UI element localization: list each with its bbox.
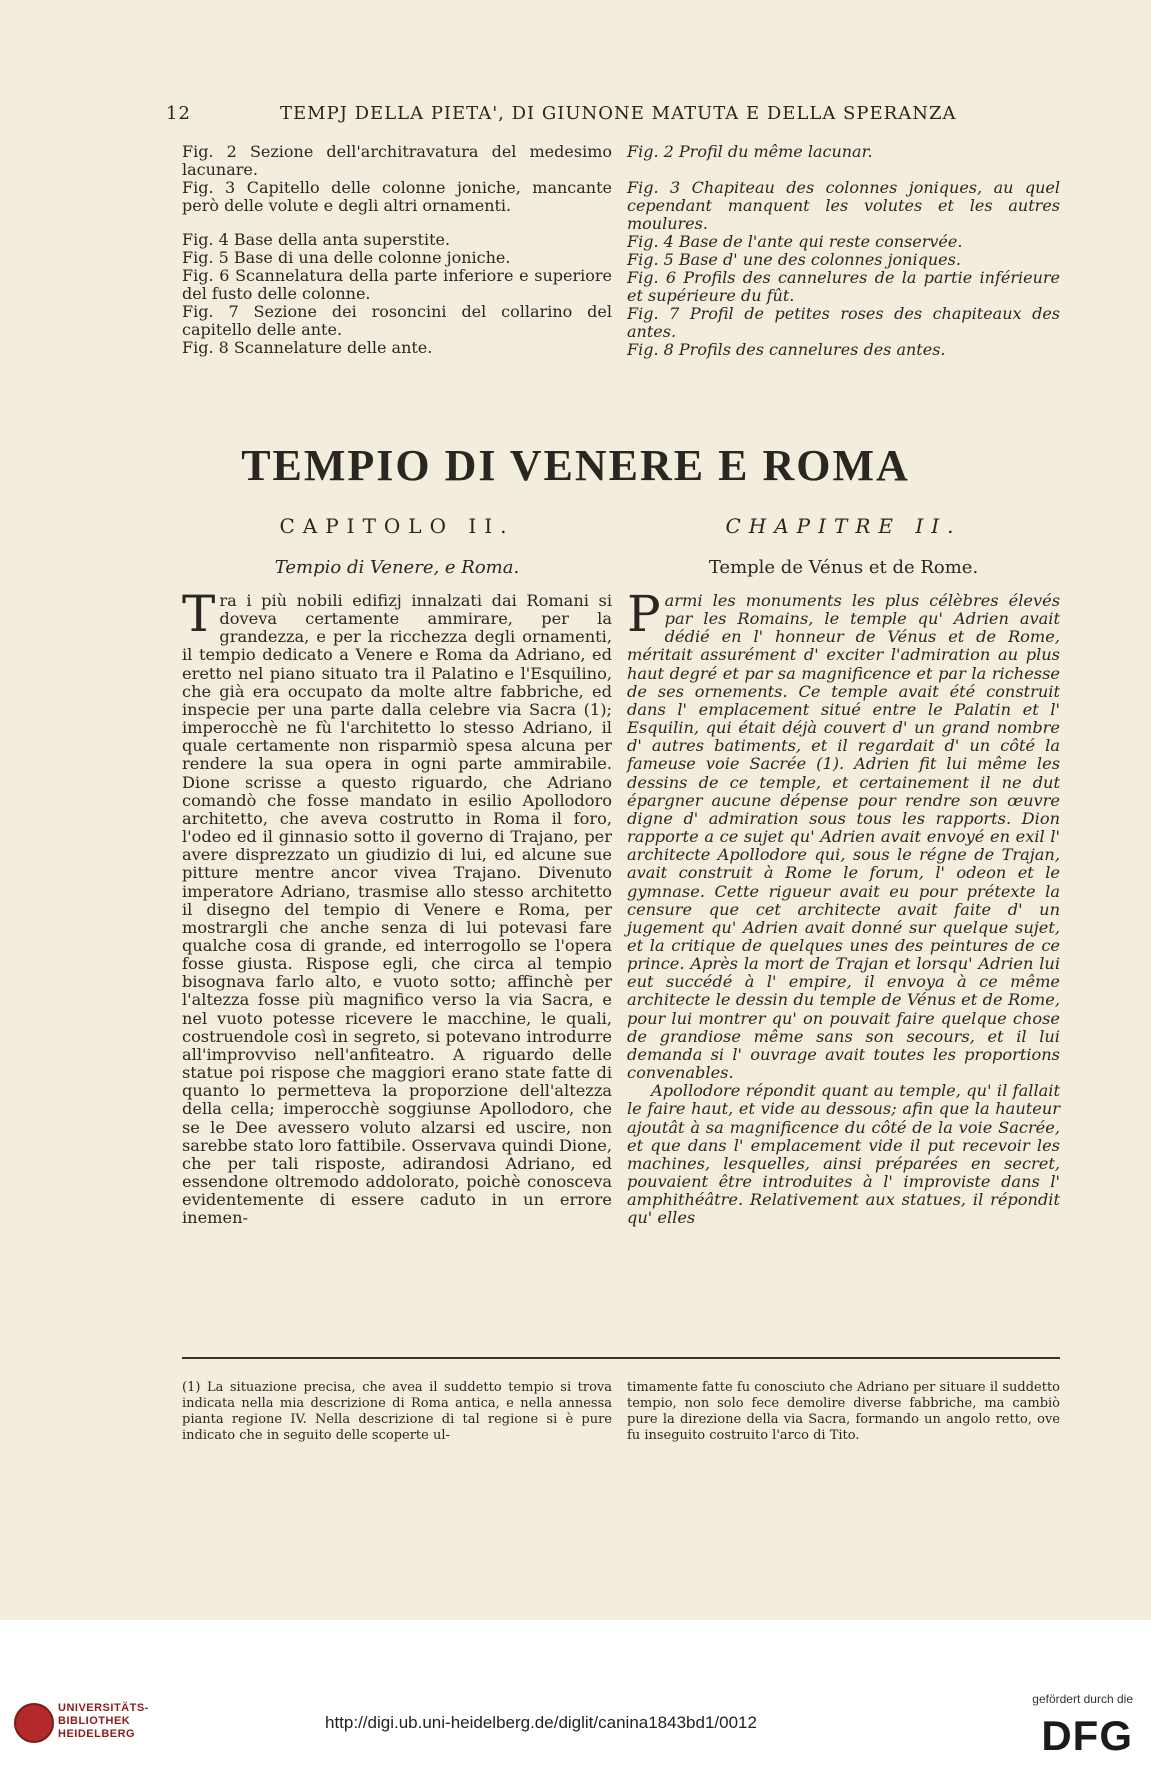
figure-caption: Fig. 4 Base della anta superstite. bbox=[182, 230, 451, 249]
figure-caption: Fig. 8 Profils des cannelures des antes. bbox=[627, 340, 946, 359]
chapter-heading-italian: CAPITOLO II. bbox=[279, 514, 515, 538]
figure-caption: Fig. 6 Scannelatura della parte inferiore e superiore del fusto delle colonne. bbox=[182, 266, 612, 303]
footnote-text: timamente fatte fu conosciuto che Adriano per situare il suddetto tempio, non solo fece demolire diverse fabbriche, ma cambiò pure la direzione della via Sacra, formando un angolo retto, ove fu inseguito costruito l'arco di Tito. bbox=[627, 1380, 1060, 1443]
figure-caption: Fig. 7 Profil de petites roses des chapiteaux des antes. bbox=[627, 304, 1060, 341]
body-text-italian bbox=[182, 585, 612, 1228]
drop-cap: P bbox=[627, 585, 661, 643]
chapter-heading-french: CHAPITRE II. bbox=[725, 514, 962, 538]
drop-cap: T bbox=[182, 585, 216, 643]
footnote-divider bbox=[182, 1357, 1060, 1359]
figure-caption: Fig. 2 Sezione dell'architravatura del medesimo lacunare. bbox=[182, 142, 612, 179]
figure-caption: Fig. 3 Chapiteau des colonnes joniques, au quel cependant manquent les volutes et les autres moulures. bbox=[627, 178, 1060, 233]
chapter-subtitle-french: Temple de Vénus et de Rome. bbox=[708, 557, 979, 578]
dfg-logo[interactable]: DFG bbox=[1041, 1712, 1133, 1759]
library-name-line: UNIVERSITÄTS- bbox=[58, 1702, 149, 1714]
library-name-line: HEIDELBERG bbox=[58, 1728, 136, 1740]
figure-list-italian bbox=[182, 143, 612, 357]
figure-list-french bbox=[627, 143, 1060, 359]
figure-caption: Fig. 8 Scannelature delle ante. bbox=[182, 338, 433, 357]
figure-caption: Fig. 5 Base d' une des colonnes joniques. bbox=[627, 250, 961, 269]
university-seal-icon bbox=[14, 1703, 54, 1743]
body-text-french bbox=[627, 585, 1060, 1228]
paragraph: armi les monuments les plus célèbres élevés par les Romains, le temple qu' Adrien avait dédié en l' honneur de Vénus et de Rome, méritait assurément d' exciter l'admiration au plus haut degré et par sa magnificence et par la richesse de ses ornements. Ce temple avait été construit dans l' emplacement situé entre le Palatin et l' Esquilin, qui était déjà couvert d' un grand nombre d' autres batiments, et il regardait d' un côté la fameuse voie Sacrée (1). Adrien fit lui même les dessins de ce temple, et certainement il ne dut épargner aucune dépense pour rendre son œuvre digne d' admiration sous tous les rapports. Dion rapporte a ce sujet qu' Adrien avait envoyé en exil l' architecte Apollodore qui, sous le régne de Trajan, avait construit à Rome le forum, l' odeon et le gymnase. Cette rigueur avait eu pour prétexte la censure que cet architecte avait faite d' un jugement qu' Adrien avait donné sur quelque sujet, et la critique de quelques unes des peintures de ce prince. Après la mort de Trajan et lorsqu' Adrien lui eut succédé à l' empire, il envoya à ce même architecte le dessin du temple de Vénus et de Rome, pour lui montrer qu' on pouvait faire quelque chose de grandiose même sans son secours, et il lui demanda si l' ouvrage avait toutes les proportions convenables. bbox=[627, 591, 1060, 1083]
figure-caption: Fig. 2 Profil du même lacunar. bbox=[627, 142, 873, 161]
library-logo[interactable] bbox=[0, 1620, 230, 1780]
paragraph: Apollodore répondit quant au temple, qu' il fallait le faire haut, et vide au dessous; afin que la hauteur ajoutât à sa magnificence du côté de la voie Sacrée, et que dans l' emplacement vide il put recevoir les machines, lesquelles, ainsi préparées en secret, pouvaient être introduites à l' improviste dans l' amphithéâtre. Relativement aux statues, il répondit qu' elles bbox=[627, 1081, 1060, 1228]
paragraph: ra i più nobili edifizj innalzati dai Romani si doveva certamente ammirare, per la grandezza, e per la ricchezza degli ornamenti, il tempio dedicato a Venere e Roma da Adriano, ed eretto nel piano situato tra il Palatino e l'Esquilino, che già era occupato da molte altre fabbriche, ed inspecie per una parte dalla celebre via Sacra (1); imperocchè ne fù l'architetto lo stesso Adriano, il quale certamente non risparmiò spesa alcuna per rendere la sua opera in ogni parte ammirabile. Dione scrisse a questo riguardo, che Adriano comandò che fosse mandato in esilio Apollodoro architetto, che aveva costrutto in Roma il foro, l'odeo ed il ginnasio sotto il governo di Trajano, per avere disprezzato un giudizio di lui, ed alcune sue pitture mentre ancor vivea Trajano. Divenuto imperatore Adriano, trasmise allo stesso architetto il disegno del tempio di Venere e Roma, per mostrargli che anche senza di lui potevasi fare qualche cosa di grande, ed interrogollo se l'opera fosse giusta. Rispose egli, che circa al tempio bisognava farlo alto, e vuoto sotto; affinchè per l'altezza fosse più magnifico verso la via Sacra, e nel vuoto potesse ricevere le macchine, le quali, costruendole così in segreto, si potevano introdurre all'improvviso nell'anfiteatro. A riguardo delle statue poi rispose che maggiori erano state fatte di quanto lo permetteva la proporzione dell'altezza della cella; imperocchè soggiunse Apollodoro, che se le Dee avessero voluto alzarsi ed uscire, non sarebbe stato loro fattibile. Osservava quindi Dione, che per tali risposte, adirandosi Adriano, ed essendone oltremodo addolorato, poichè conosceva evidentemente di essere caduto in un errore inemen- bbox=[182, 591, 612, 1228]
main-title: TEMPIO DI VENERE E ROMA bbox=[241, 441, 910, 490]
footnote-left bbox=[182, 1380, 612, 1444]
library-name-line: BIBLIOTHEK bbox=[58, 1715, 131, 1727]
figure-caption: Fig. 3 Capitello delle colonne joniche, mancante però delle volute e degli altri ornamenti. bbox=[182, 178, 612, 215]
figure-caption: Fig. 6 Profils des cannelures de la partie inférieure et supérieure du fût. bbox=[627, 268, 1060, 305]
funding-label: gefördert durch die bbox=[1032, 1692, 1133, 1706]
figure-caption: Fig. 7 Sezione dei rosoncini del collarino del capitello delle ante. bbox=[182, 302, 612, 339]
permalink-url[interactable]: http://digi.ub.uni-heidelberg.de/diglit/canina1843bd1/0012 bbox=[325, 1713, 757, 1732]
chapter-subtitle-italian: Tempio di Venere, e Roma. bbox=[274, 557, 520, 578]
figure-caption: Fig. 5 Base di una delle colonne joniche. bbox=[182, 248, 511, 267]
footnote-right bbox=[627, 1380, 1060, 1444]
figure-caption: Fig. 4 Base de l'ante qui reste conservée. bbox=[627, 232, 963, 251]
running-header bbox=[160, 103, 1060, 129]
page-number: 12 bbox=[166, 103, 191, 124]
viewer-footer bbox=[0, 1620, 1151, 1780]
footnote-text: (1) La situazione precisa, che avea il suddetto tempio si trova indicata nella mia descrizione di Roma antica, e nella annessa pianta regione IV. Nella descrizione di tal regione si è pure indicato che in seguito delle scoperte ul- bbox=[182, 1380, 612, 1443]
running-title: TEMPJ DELLA PIETA', DI GIUNONE MATUTA E DELLA SPERANZA bbox=[280, 103, 957, 124]
